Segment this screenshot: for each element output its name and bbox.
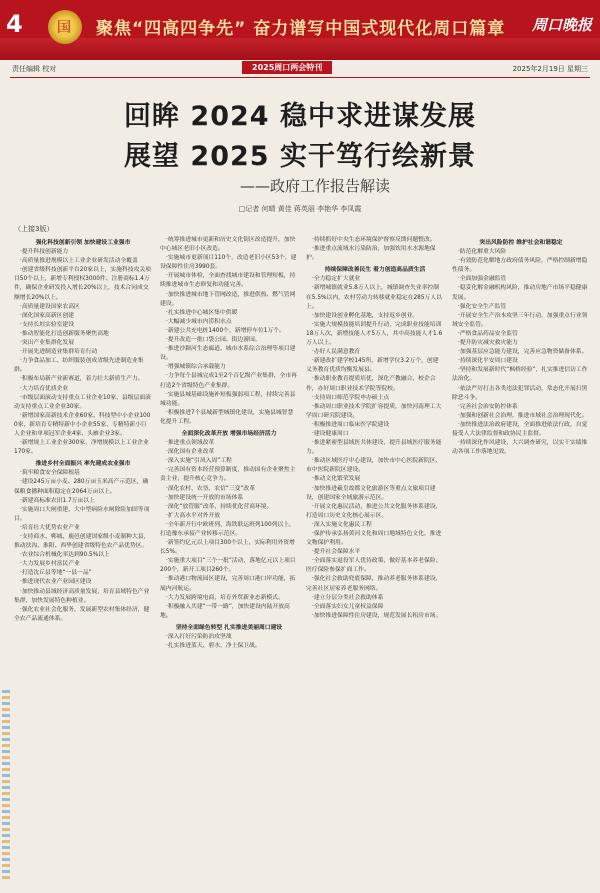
article-paragraph: ·打造沈丘县等地“一县一品” — [20, 570, 92, 577]
special-issue-label: 2025周口两会特刊 — [242, 61, 332, 74]
article-paragraph: ·支持周口师范学院申办硕士点 — [312, 394, 390, 401]
article-paragraph: ·稳妥化解金融机构风险，推动房地产市场平稳健康发展。 — [452, 285, 588, 301]
article-paragraph: ·开展文化惠民活动，推进公共文化服务体系建设，打造周口历史文化核心展示区。 — [306, 503, 442, 519]
article-paragraph: ·加快建设创业孵化基地，支持返乡创业。 — [312, 312, 419, 319]
article-paragraph: ·市级层面滚动支持重点工业企业10家，县级层面滚动支持重点工业企业30家。 — [14, 394, 151, 410]
article-paragraph: ·加强和创新社会治理，推进市域社会治理现代化。 — [458, 412, 588, 419]
issue-date: 2025年2月19日 星期三 — [512, 65, 588, 73]
article-paragraph: ·防范化解重大风险 — [458, 249, 507, 256]
section-heading: 突出风险防控 维护社会和谐稳定 — [479, 240, 563, 246]
header-banner — [0, 0, 600, 60]
article-paragraph: ·积极推进7个县城新型城镇化建设，实施县城智慧化提升工程。 — [160, 409, 294, 425]
article-paragraph: ·力争每个县城完成1至2个百亿级产业集群，全市再打造2个省级特色产业集群。 — [160, 373, 297, 389]
article-paragraph: ·强化安全生产监管 — [458, 303, 507, 310]
article-paragraph: ·增强城镇综合承载能力 — [166, 364, 226, 371]
article-paragraph: ·完善社会治安防控体系 — [458, 403, 518, 410]
article-paragraph: ·扎实推进中心城区集中供暖 — [166, 309, 238, 316]
article-paragraph: ·深入实施文化惠民工程 — [312, 521, 372, 528]
article-paragraph: ·加快推动县域经济高质量发展，培育县域特色产业集群，加快发展特色种植业。 — [14, 588, 150, 604]
article-paragraph: ·积极布局新产业新赛道，着力壮大新质生产力。 — [20, 376, 144, 383]
article-paragraph: ·扩大高水平对外开放 — [166, 512, 221, 519]
article-paragraph: ·大力发展乡村富民产业 — [20, 561, 80, 568]
article-paragraph: ·实施城市更新项目110个，改造老旧小区53个，建设保障性住房3990套。 — [160, 255, 297, 271]
article-paragraph: ·推进沙颍河生态廊道、城市水系综合治理等项目建设。 — [160, 346, 296, 362]
section-heading: 全面深化改革开放 增强市场经济活力 — [181, 430, 277, 437]
article-paragraph: ·深入打好污染防治攻坚战 — [166, 634, 232, 641]
article-paragraph: ·推进现代农业产业园区建设 — [20, 579, 92, 586]
article-paragraph: ·突出产业集群化发展 — [20, 340, 75, 347]
article-paragraph: ·建立分层分类社会救助体系 — [312, 594, 384, 601]
article-paragraph: ·全力稳定扩大就业 — [312, 276, 361, 283]
article-paragraph: ·全年新开行中欧班列、海铁联运班列100列以上，打造豫东承接产业转移示范区。 — [160, 521, 295, 537]
article-paragraph: ·筑牢粮食安全保障根基 — [20, 470, 80, 477]
article-paragraph: ·支持长垣实验室建设 — [20, 321, 75, 328]
article-paragraph: ·开展安全生产治本攻坚三年行动，加强重点行业领域安全监管。 — [452, 312, 588, 328]
article-paragraph: ·积极推进周口临床医学院建设 — [312, 421, 390, 428]
page-number: 4 — [6, 10, 23, 38]
article-paragraph: ·开展城市体检，全面查找城市建设和管理短板，持续推进城市生态修复和功能完善。 — [160, 273, 296, 289]
article-column-3 — [306, 236, 444, 886]
article-paragraph: ·深入实施“引凤入周”工程 — [166, 458, 232, 465]
article-paragraph: ·大力发展跨境电商，培育外贸新业态新模式。 — [166, 594, 284, 601]
section-heading: 强化科技创新引领 加快建设工业强市 — [35, 240, 131, 246]
article-paragraph: ·新增城镇就业5.8万人以上，城镇调查失业率控制在5.5%以内，农村劳动力转移就业稳定在285万人以上。 — [306, 285, 442, 310]
continuation-note: （上接3版） — [14, 225, 54, 233]
decorative-pattern — [2, 690, 10, 880]
masthead-rule — [10, 77, 590, 78]
article-paragraph: ·扎实推进蓝天、碧水、净土保卫战。 — [166, 643, 261, 650]
article-paragraph: ·实施大规模技能培训提升行动，完成职业技能培训18万人次，新增技能人才5万人，其中高技能人才1.6万人以上。 — [306, 321, 443, 347]
article-paragraph: ·提升改造一批口袋公园、街边游园。 — [166, 337, 261, 344]
article-paragraph: ·创建省级科技创新平台20家以上，实施科技攻关项目50个以上，新增专利授权3000件、注册商标1.4万件，确保企业研发投入增长20%以上，技术合同成交额增长20%以上。 — [14, 267, 151, 301]
article-paragraph: ·新建高标准农田1.7万亩以上 — [20, 497, 95, 504]
article-paragraph: ·推动周口职业技术学院扩容提质，加快河南理工大学周口研究院建设。 — [306, 403, 442, 419]
article-paragraph: ·加快推进城市地下管网改造，推进供热、燃气管网建设。 — [160, 291, 296, 307]
banner-wave-decoration — [0, 38, 600, 60]
article-paragraph: ·推动区域医疗中心建设，加快市中心医院新院区、市中医院新院区建设。 — [306, 458, 442, 474]
article-paragraph: ·推动港口物流园区建设，完善周口港口岸功能，拓展内河航运。 — [160, 576, 296, 592]
article-paragraph: ·持续抓好中央生态环境保护督察反馈问题整改。 — [312, 237, 436, 243]
article-paragraph: ·大幅减少城市内涝积水点 — [166, 318, 232, 325]
article-paragraph: ·持续深化作风建设，大兴调查研究，以实干实绩推动各项工作落地见效。 — [452, 440, 588, 456]
article-paragraph: ·支持商水、郸城、鹿邑创建国家级小麦制种大县，推动扶沟、淮阳、西华创建省级特色农产品优势区。 — [14, 534, 150, 550]
article-body — [14, 236, 590, 886]
article-paragraph: ·有效防范化解地方政府债务风险，严格控制新增隐性债务。 — [452, 258, 588, 274]
article-paragraph: ·依法严厉打击各类违法犯罪活动，常态化开展扫黑除恶斗争。 — [452, 385, 588, 401]
article-paragraph: ·力争食品加工、纺织服装创成省级先进制造业集群。 — [14, 358, 144, 374]
article-paragraph: ·全面落实妇女儿童权益保障 — [312, 603, 384, 610]
article-column-2 — [160, 236, 298, 886]
article-paragraph: ·推进重点领域改革 — [166, 440, 215, 447]
article-paragraph: ·提升社会保障水平 — [312, 549, 361, 556]
article-paragraph: ·建设245万亩小麦、280万亩玉米高产示范区，确保粮食播种面积稳定在2064万亩以上。 — [14, 479, 149, 495]
article-paragraph: ·开展先进制造业集群培育行动 — [20, 349, 98, 356]
article-paragraph: ·实施周口大闸重建、大中型病险水闸除险加固等项目。 — [14, 506, 150, 522]
banner-title: 聚焦“四高四争先” 奋力谱写中国式现代化周口篇章 — [96, 19, 506, 39]
article-paragraph: ·培育壮大优势农业产业 — [20, 524, 80, 531]
article-paragraph: ·推进重点流域水污染防治，加强饮用水水源地保护。 — [306, 246, 436, 262]
section-heading: 推进乡村全面振兴 率先建成农业强市 — [35, 461, 131, 468]
article-paragraph: ·加快推进保障性住房建设，规范发展长租房市场。 — [312, 612, 442, 619]
subtitle: ——政府工作报告解读 — [240, 177, 391, 195]
article-paragraph: ·加快推进羲皇故都文化旅游区等重点文旅项目建设，创建国家全域旅游示范区。 — [306, 485, 436, 501]
article-paragraph: ·深化国有企业改革 — [166, 449, 215, 456]
article-paragraph: ·推动职业教育提质培优，深化产教融合、校企合作，办好周口职业技术学院等院校。 — [306, 376, 436, 392]
article-paragraph: ·加快建设统一开放的市场体系 — [166, 494, 244, 501]
article-paragraph: ·新建改扩建学校145所，新增学位3.2万个，创建义务教育优质均衡发展县。 — [306, 358, 439, 374]
article-paragraph: ·严格食品药品安全监管 — [458, 330, 518, 337]
article-paragraph: ·实施重大项目“三个一批”活动，落地亿元以上项目200个，新开工项目260个。 — [160, 558, 296, 574]
section-heading: 坚持全面绿色转型 扎实推进美丽周口建设 — [175, 624, 283, 631]
article-paragraph: ·办好人民满意教育 — [312, 349, 361, 356]
newspaper-logo: 周口晚报 — [532, 16, 593, 34]
article-paragraph: ·新增国家高新技术企业60家、科技型中小企业1000家，新培育专精特新中小企业55家、专精特新小巨人企业和单项冠军企业4家、头雁企业3家。 — [14, 412, 151, 437]
article-paragraph: ·提升科技创新能力 — [20, 249, 69, 256]
article-paragraph: ·积极融入共建“一带一路”，加快建设内陆开放高地。 — [160, 603, 290, 619]
national-emblem-icon — [48, 10, 82, 44]
article-paragraph: ·实施县城基础设施补短板强弱项工程，持续完善县城功能。 — [160, 391, 296, 407]
article-paragraph: ·推动文化繁荣发展 — [312, 476, 361, 483]
article-paragraph: ·统筹推进城市更新和历史文化街区改造提升，加快中心城区老旧小区改造。 — [160, 237, 296, 253]
article-paragraph: ·深化国家高新区创建 — [20, 312, 75, 319]
article-paragraph: ·坚持和发展新时代“枫桥经验”，扎实推进信访工作法治化。 — [452, 367, 588, 383]
article-paragraph: ·深化农村、农垦、农信“三变”改革 — [166, 485, 256, 492]
article-column-4 — [452, 236, 590, 886]
article-column-1 — [14, 236, 152, 886]
article-paragraph: ·强化社会救助兜底保障，推动养老服务体系建设，完善社区居家养老服务网络。 — [306, 576, 442, 592]
article-paragraph: ·高质量推进规模以上工业企业研发活动全覆盖 — [20, 258, 138, 265]
article-paragraph: ·新增规上工业企业300家，净增规模以上工业企业170家。 — [14, 440, 149, 456]
article-paragraph: ·新建公共充电桩1400个，新增停车位1万个。 — [166, 327, 285, 334]
article-paragraph: ·新签约亿元以上项目300个以上，实际利用外资增长5%。 — [160, 540, 295, 556]
article-paragraph: ·深化“放管服”改革，持续优化营商环境。 — [166, 503, 273, 510]
masthead-meta — [10, 61, 590, 75]
editors-line: 责任编辑 校对 — [12, 65, 57, 73]
article-paragraph: ·推进紧密型县域医共体建设，提升县域医疗服务能力。 — [306, 440, 442, 456]
article-paragraph: ·强化农业社会化服务，发展新型农村集体经济，健全农产品流通体系。 — [14, 606, 150, 622]
article-paragraph: ·全面落实退役军人优待政策，做好基本养老保险、医疗保险参保扩面工作。 — [306, 558, 442, 574]
article-paragraph: ·推动智能化打造创新服务聚焦高地 — [20, 330, 109, 337]
article-paragraph: ·大力培育优质企业 — [20, 385, 69, 392]
section-heading: 持续保障改善民生 着力创造高品质生活 — [324, 267, 426, 274]
headline-line-2: 展望 2025 实干笃行绘新景 — [124, 141, 476, 172]
emblem-char: 国 — [57, 20, 71, 36]
article-paragraph: ·全面加强金融监管 — [458, 276, 507, 283]
article-paragraph: ·加强基层应急能力建设，完善应急物资储备体系。 — [458, 349, 588, 356]
headline-line-1: 回眸 2024 稳中求进谋发展 — [124, 101, 476, 132]
article-paragraph: ·完善国有资本经营预算制度，推动国有企业聚焦主责主业，提升核心竞争力。 — [160, 467, 296, 483]
article-paragraph: ·保护传承弘扬黄河文化和周口地域特色文化，推进文物保护利用。 — [306, 531, 442, 547]
article-paragraph: ·加快推进法治政府建设，全面推进依法行政，自觉接受人大法律监督和政协民主监督。 — [452, 421, 588, 437]
byline: □记者 何晴 黄佳 蒋英丽 李艳华 李凤霞 — [238, 205, 362, 213]
article-paragraph: ·提升防灾减灾救灾能力 — [458, 340, 518, 347]
article-paragraph: ·高质量建设国家农高区 — [20, 303, 80, 310]
article-paragraph: ·持续深化平安周口建设 — [458, 358, 518, 365]
article-paragraph: ·农业综合机械化率达到90.5%以上 — [20, 552, 110, 559]
article-paragraph: ·建设健康周口 — [312, 430, 349, 437]
